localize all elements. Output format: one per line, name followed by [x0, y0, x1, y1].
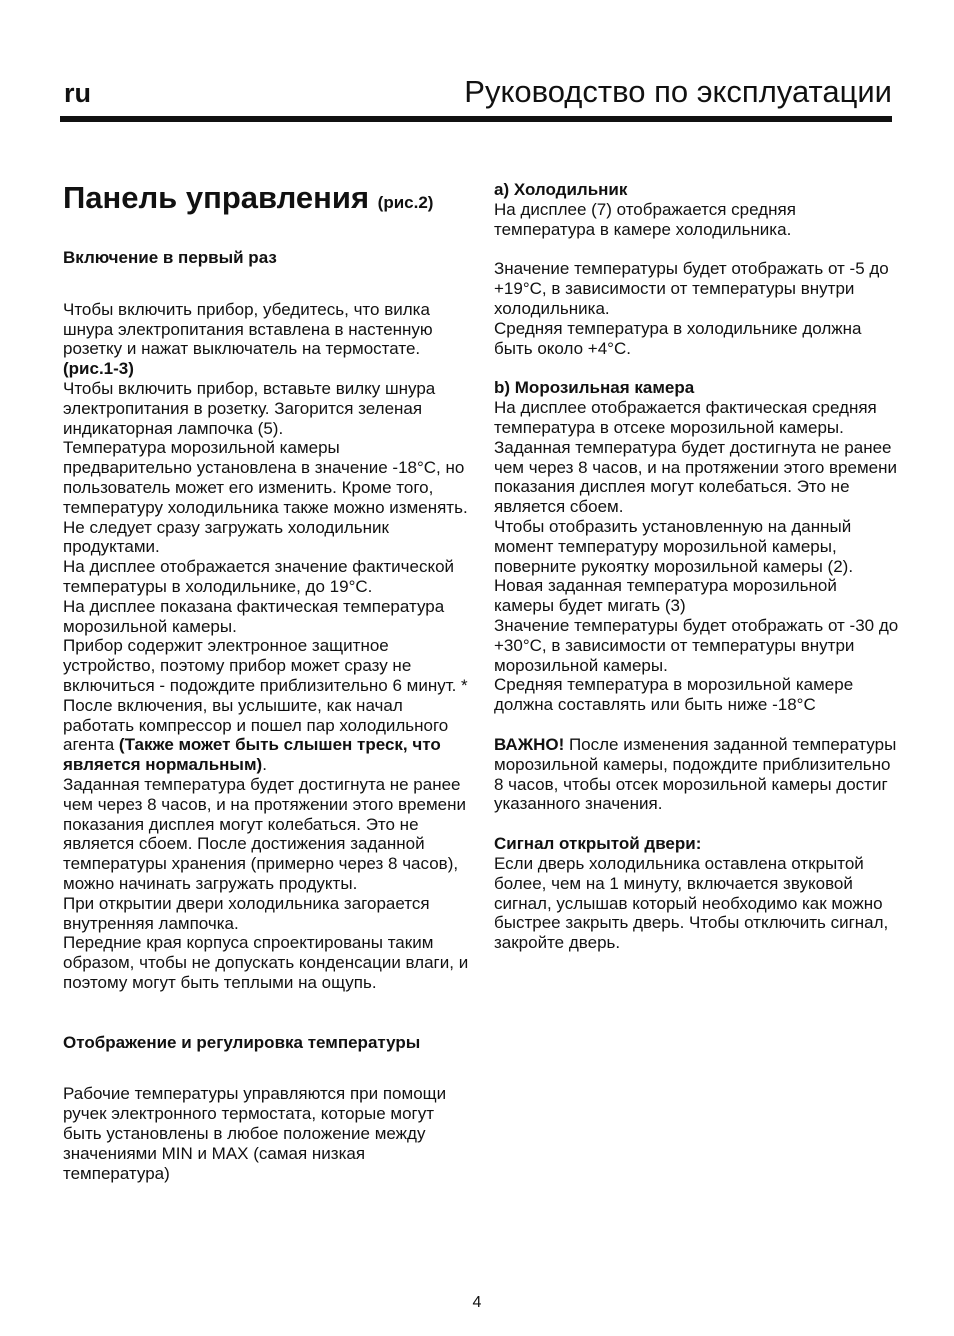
first-start-para-4: Не следует сразу загружать холодильник продуктами. — [63, 517, 389, 557]
first-start-heading: Включение в первый раз — [63, 248, 277, 267]
first-start-para-5: На дисплее отображается значение фактической температуры в холодильнике, до 19°C. — [63, 557, 455, 596]
language-code: ru — [64, 78, 91, 108]
section-title-text: Панель управления — [63, 180, 370, 215]
first-start-para-7 — [63, 636, 473, 775]
freezer-para-5: Значение температуры будет отображать от -30 до +30°C, в зависимости от температуры внутри морозильной камеры. — [494, 615, 899, 675]
right-column — [494, 180, 899, 953]
temperature-para-1: Рабочие температуры управляются при помощи ручек электронного термостата, которые могут быть установлены в любое положение между значениями MIN и MAX (самая низкая температура) — [63, 1084, 447, 1183]
first-start-para-1-ref: (рис.1-3) — [63, 359, 134, 379]
first-start-para-7-text: Прибор содержит электронное защитное устройство, поэтому прибор может сразу не включиться - подождите приблизительно 6 минут. * После включения, вы услышите, как начал работать компрессор и пошел пар холодильного агента — [63, 636, 468, 755]
manual-title: Руководство по эксплуатации — [464, 74, 892, 109]
first-start-para-2: Чтобы включить прибор, вставьте вилку шнура электропитания в розетку. Загорится зеленая индикаторная лампочка (5). — [63, 378, 436, 438]
first-start-para-3: Температура морозильной камеры предварительно установлена в значение -18°C, но пользователь может его изменить. Кроме того, температуру холодильника также можно изменять. — [63, 438, 468, 517]
first-start-para-1 — [63, 300, 473, 379]
fridge-para-3: Средняя температура в холодильнике должна быть около +4°C. — [494, 318, 862, 358]
page-number: 4 — [472, 1294, 482, 1311]
first-start-para-10: Передние края корпуса спроектированы таким образом, чтобы не допускать конденсации влаги, и поэтому могут быть теплыми на ощупь. — [63, 933, 469, 992]
important-note — [494, 735, 899, 814]
important-text: После изменения заданной температуры морозильной камеры, подождите приблизительно 8 часов, чтобы отсек морозильной камеры достиг указанного значения. — [494, 734, 897, 814]
freezer-para-4: Новая заданная температура морозильной камеры будет мигать (3) — [494, 576, 837, 616]
first-start-para-9: При открытии двери холодильника загорается внутренняя лампочка. — [63, 893, 430, 933]
door-alarm-heading: Сигнал открытой двери: — [494, 834, 702, 854]
door-alarm-para-1: Если дверь холодильника оставлена открытой более, чем на 1 минуту, включается звуковой сигнал, услышав который необходимо как можно быстрее закрыть дверь. Чтобы отключить сигнал, закройте дверь. — [494, 853, 889, 953]
freezer-para-6: Средняя температура в морозильной камере должна составлять или быть ниже -18°C — [494, 675, 854, 715]
section-title — [63, 180, 473, 221]
header-divider — [60, 116, 892, 122]
freezer-heading: b) Морозильная камера — [494, 378, 695, 398]
first-start-para-8: Заданная температура будет достигнута не ранее чем через 8 часов, и на протяжении этого времени показания дисплея могут колебаться. Это не является сбоем. После достижения заданной температуры хранения (примерно через 8 часов), можно начинать загружать продукты. — [63, 774, 466, 893]
fridge-para-2: Значение температуры будет отображать от -5 до +19°C, в зависимости от температуры внутри холодильника. — [494, 259, 889, 318]
first-start-para-7-end: . — [262, 755, 267, 775]
page-header — [60, 70, 892, 122]
first-start-para-1-text: Чтобы включить прибор, убедитесь, что вилка шнура электропитания вставлена в настенную розетку и нажат выключатель на термостате. — [63, 299, 433, 359]
freezer-para-3: Чтобы отобразить установленную на данный момент температуру морозильной камеры, поверните рукоятку морозильной камеры (2). — [494, 516, 854, 576]
fridge-heading: a) Холодильник — [494, 180, 628, 199]
freezer-para-1: На дисплее отображается фактическая средняя температура в отсеке морозильной камеры. — [494, 398, 877, 437]
section-title-ref: (рис.2) — [377, 193, 434, 212]
temperature-heading: Отображение и регулировка температуры — [63, 1032, 421, 1052]
fridge-para-1: На дисплее (7) отображается средняя температура в камере холодильника. — [494, 199, 796, 239]
first-start-para-7-note: (Также может быть слышен треск, что является нормальным) — [63, 735, 441, 775]
freezer-para-2: Заданная температура будет достигнута не ранее чем через 8 часов, и на протяжении этого времени показания дисплея могут колебаться. Это не является сбоем. — [494, 437, 897, 517]
left-column — [63, 180, 473, 1183]
first-start-para-6: На дисплее показана фактическая температура морозильной камеры. — [63, 596, 445, 636]
important-label: ВАЖНО! — [494, 734, 565, 754]
